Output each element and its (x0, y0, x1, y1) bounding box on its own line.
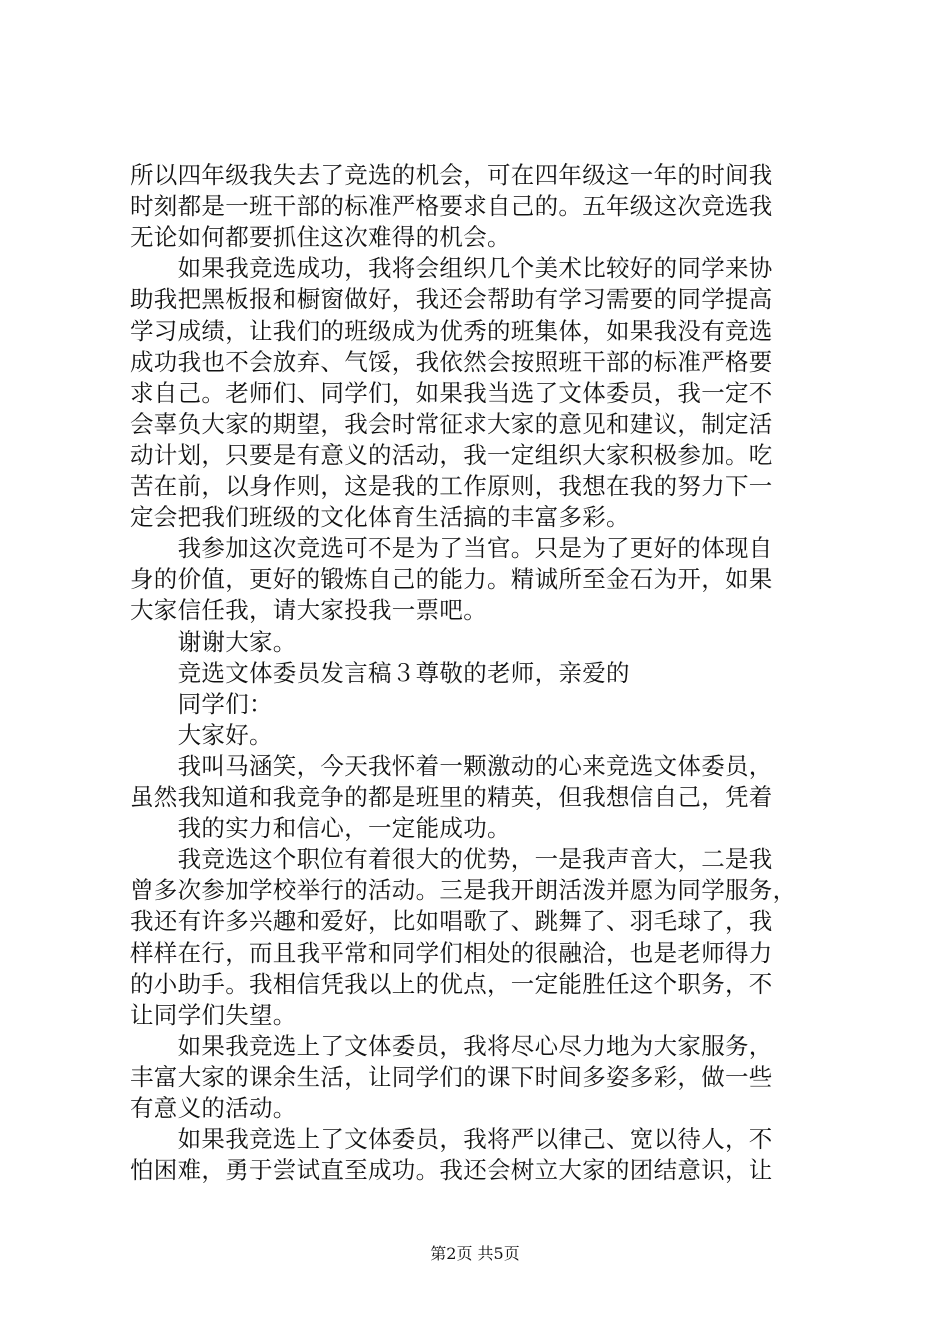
text-line: 有意义的活动。 (130, 1094, 297, 1122)
text-line: 谢谢大家。 (130, 627, 297, 656)
text-line: 求自己。老师们、同学们，如果我当选了文体委员，我一定不 (130, 378, 773, 407)
text-line: 我叫马涵笑，今天我怀着一颗激动的心来竞选文体委员， (130, 751, 773, 780)
text-line: 我参加这次竞选可不是为了当官。只是为了更好的体现自 (130, 534, 773, 563)
text-line: 如果我竞选上了文体委员，我将尽心尽力地为大家服务， (130, 1031, 773, 1060)
text-line: 身的价值，更好的锻炼自己的能力。精诚所至金石为开，如果 (130, 565, 773, 594)
text-line: 怕困难，勇于尝试直至成功。我还会树立大家的团结意识，让 (130, 1156, 773, 1185)
text-line: 虽然我知道和我竞争的都是班里的精英，但我想信自己，凭着 (130, 783, 773, 811)
text-line: 大家好。 (130, 720, 273, 749)
text-line: 时刻都是一班干部的标准严格要求自己的。五年级这次竞选我 (130, 192, 773, 221)
text-line: 助我把黑板报和橱窗做好，我还会帮助有学习需要的同学提高 (130, 285, 773, 314)
text-line: 所以四年级我失去了竞选的机会，可在四年级这一年的时间我 (130, 161, 773, 189)
text-line: 曾多次参加学校举行的活动。三是我开朗活泼并愿为同学服务， (130, 876, 797, 905)
text-line: 我还有许多兴趣和爱好，比如唱歌了、跳舞了、羽毛球了，我 (130, 907, 773, 936)
text-line: 同学们： (130, 689, 273, 718)
text-line: 让同学们失望。 (130, 1000, 297, 1029)
text-line: 我的实力和信心，一定能成功。 (130, 814, 511, 843)
text-line: 动计划，只要是有意义的活动，我一定组织大家积极参加。吃 (130, 440, 773, 469)
text-line: 竞选文体委员发言稿３尊敬的老师，亲爱的 (130, 658, 630, 687)
text-line: 苦在前，以身作则，这是我的工作原则，我想在我的努力下一 (130, 472, 773, 500)
text-line: 学习成绩，让我们的班级成为优秀的班集体，如果我没有竞选 (130, 316, 773, 345)
text-line: 成功我也不会放弃、气馁，我依然会按照班干部的标准严格要 (130, 347, 773, 376)
text-line: 定会把我们班级的文化体育生活搞的丰富多彩。 (130, 503, 630, 532)
page-footer: 第2页 共5页 (430, 1244, 520, 1263)
text-line: 我竞选这个职位有着很大的优势，一是我声音大，二是我 (130, 845, 773, 874)
text-line: 大家信任我，请大家投我一票吧。 (130, 596, 487, 625)
text-line: 样样在行，而且我平常和同学们相处的很融洽，也是老师得力 (130, 938, 773, 967)
text-line: 的小助手。我相信凭我以上的优点，一定能胜任这个职务，不 (130, 969, 773, 998)
text-line: 丰富大家的课余生活，让同学们的课下时间多姿多彩，做一些 (130, 1062, 773, 1091)
text-line: 会辜负大家的期望，我会时常征求大家的意见和建议，制定活 (130, 409, 773, 438)
text-line: 如果我竞选成功，我将会组织几个美术比较好的同学来协 (130, 254, 773, 283)
text-line: 如果我竞选上了文体委员，我将严以律己、宽以待人，不 (130, 1125, 773, 1154)
text-line: 无论如何都要抓住这次难得的机会。 (130, 223, 511, 252)
